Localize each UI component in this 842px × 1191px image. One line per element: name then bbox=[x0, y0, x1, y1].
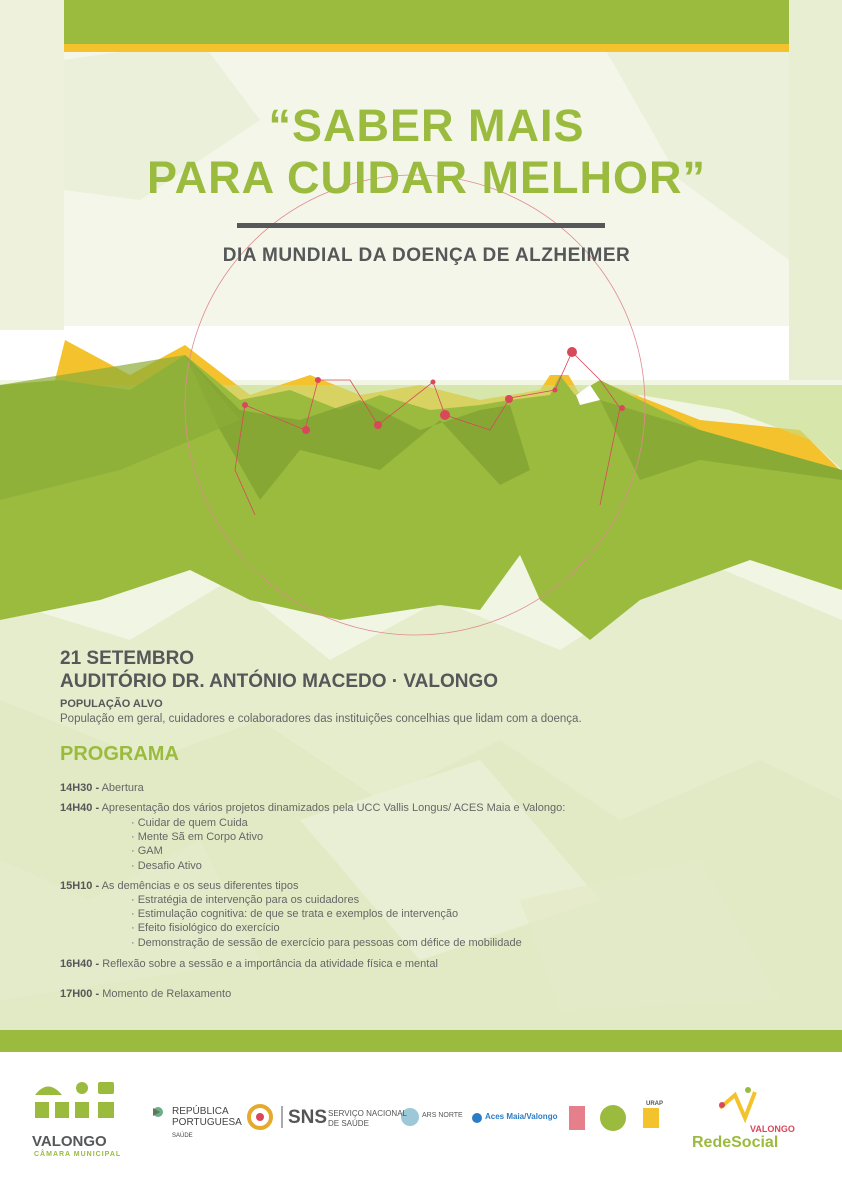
program-subitem: · Cuidar de quem Cuida bbox=[131, 817, 248, 829]
program-text: Abertura bbox=[101, 782, 144, 794]
program-subitem: · Estratégia de intervenção para os cuidadores bbox=[131, 894, 360, 906]
program-item bbox=[60, 880, 298, 892]
program-time: 16H40 - bbox=[60, 958, 100, 970]
program-time: 17H00 - bbox=[60, 988, 100, 1000]
valongo-logo-text: VALONGO bbox=[32, 1133, 107, 1150]
title-divider bbox=[237, 223, 605, 228]
ars-norte-text: ARS NORTE bbox=[422, 1112, 463, 1119]
event-title-line2: PARA CUIDAR MELHOR” bbox=[147, 152, 706, 203]
program-text: Momento de Relaxamento bbox=[102, 988, 232, 1000]
program-item bbox=[60, 802, 565, 814]
rede-valongo-text: VALONGO bbox=[750, 1124, 795, 1134]
program-subitem: · Estimulação cognitiva: de que se trata e exemplos de intervenção bbox=[131, 908, 459, 920]
event-title bbox=[64, 100, 789, 204]
event-date: 21 SETEMBRO bbox=[60, 648, 195, 669]
program-title: PROGRAMA bbox=[60, 743, 179, 765]
footer-bar bbox=[0, 1030, 842, 1052]
program-subitem: · Efeito fisiológico do exercício bbox=[131, 922, 280, 934]
republica-line1: REPÚBLICA bbox=[172, 1106, 229, 1117]
program-text: Reflexão sobre a sessão e a importância da atividade física e mental bbox=[102, 958, 438, 970]
sns-logo-text: SNS bbox=[288, 1107, 328, 1128]
aces-text: Aces Maia/Valongo bbox=[485, 1112, 558, 1121]
program-time: 14H40 - bbox=[60, 802, 100, 814]
urap-text: URAP bbox=[646, 1101, 664, 1107]
event-title-line1: “SABER MAIS bbox=[268, 100, 585, 151]
program-item bbox=[60, 782, 144, 794]
program-text: Apresentação dos vários projetos dinamizados pela UCC Vallis Longus/ ACES Maia e Valongo: bbox=[101, 802, 566, 814]
program-time: 15H10 - bbox=[60, 880, 100, 892]
program-item bbox=[60, 988, 231, 1000]
saude-text: SAÚDE bbox=[172, 1133, 193, 1139]
program-subitem: · GAM bbox=[131, 845, 163, 857]
camara-logo-text: CÂMARA MUNICIPAL bbox=[34, 1151, 122, 1158]
program-subitem: · Demonstração de sessão de exercício para pessoas com défice de mobilidade bbox=[131, 937, 522, 949]
event-subtitle: DIA MUNDIAL DA DOENÇA DE ALZHEIMER bbox=[222, 245, 631, 266]
program-time: 14H30 - bbox=[60, 782, 100, 794]
sns-sub-line2: DE SAÚDE bbox=[328, 1119, 369, 1128]
rede-social-text: RedeSocial bbox=[692, 1134, 779, 1151]
program-item bbox=[60, 958, 438, 970]
population-text: População em geral, cuidadores e colaboradores das instituições concelhias que lidam com a doença. bbox=[60, 713, 582, 725]
sns-sub-line1: SERVIÇO NACIONAL bbox=[328, 1109, 407, 1118]
program-subitem: · Mente Sã em Corpo Ativo bbox=[131, 831, 264, 843]
population-label: POPULAÇÃO ALVO bbox=[60, 698, 163, 710]
republica-line2: PORTUGUESA bbox=[172, 1117, 242, 1128]
program-subitem: · Desafio Ativo bbox=[131, 860, 202, 872]
event-venue: AUDITÓRIO DR. ANTÓNIO MACEDO · VALONGO bbox=[60, 671, 499, 692]
program-text: As demências e os seus diferentes tipos bbox=[101, 880, 299, 892]
